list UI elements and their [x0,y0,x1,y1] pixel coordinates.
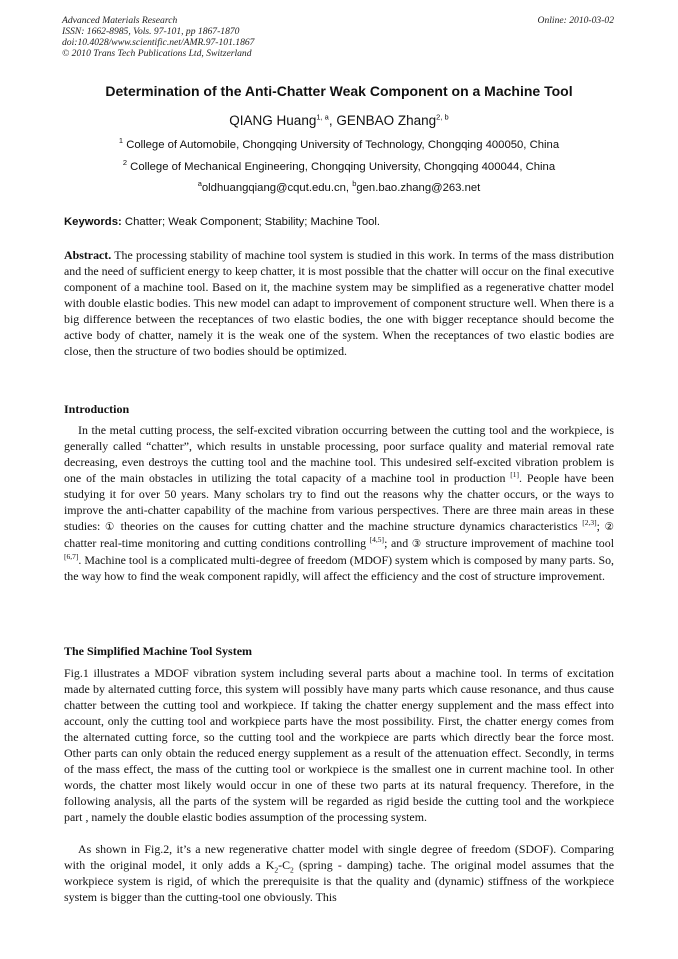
email-a[interactable]: oldhuangqiang@cqut.edu.cn, [201,182,353,194]
journal-copyright: © 2010 Trans Tech Publications Ltd, Switzerland [62,48,252,59]
citation-3: [4,5] [369,534,385,544]
section2-text-2c: (spring - damping) tache. The original model assumes that the workpiece system is rigid, of which the prerequisite is that the quality and (dynamic) stiffness of the workpiece system is bigger than the cutting-tool one obviously. This [64,857,614,904]
affiliation-1-mark: 1 [118,136,124,146]
paper-title: Determination of the Anti-Chatter Weak Component on a Machine Tool [105,83,573,99]
affiliation-2-text: College of Mechanical Engineering, Chongqing University, Chongqing 400044, China [130,161,556,173]
journal-name: Advanced Materials Research [62,15,178,26]
intro-text-7: structure improvement of machine tool [421,535,614,550]
section-heading-simplified-system: The Simplified Machine Tool System [64,644,253,658]
intro-paragraph [64,423,614,585]
citation-4: [6,7] [64,551,79,561]
email-a-mark: a [197,179,202,189]
keywords-label: Keywords: [64,216,122,228]
intro-text-2: . People have been studying it for over 50 years. Many scholars try to find out the reasons why the chatter occurs, or the ways to improve the anti-chatter capability of the machine from various perspectives. There are three main areas in these studies: [64,470,614,533]
intro-text-5: chatter real-time monitoring and cutting conditions controlling [64,535,370,550]
section2-text-2b: -C [278,857,290,872]
intro-text-4: ; [596,518,605,533]
keywords-text: Chatter; Weak Component; Stability; Machine Tool. [121,216,381,228]
author-1: QIANG Huang [229,113,317,128]
citation-1: [1] [510,469,520,479]
author-2: GENBAO Zhang [336,113,437,128]
author-line [40,113,638,128]
affiliation-1 [40,136,638,151]
affiliation-1-text: College of Automobile, Chongqing University of Technology, Chongqing 400050, China [126,139,560,151]
author-emails [40,179,638,194]
intro-text-8: . Machine tool is a complicated multi-degree of freedom (MDOF) system which is composed by many parts. So, the way how to find the weak component rapidly, will affect the efficiency and the cost of structure improvement. [64,552,614,583]
section2-text-1: Fig.1 illustrates a MDOF vibration system including several parts about a machine tool. In terms of excitation made by alternated cutting force, this system will possibly have many parts which cause resonance, and thus cause chatter between the cutting tool and workpiece. If taking the chatter energy supplement and the mass effect into account, only the cutting tool and workpiece parts have the most possibility. First, the chatter energy comes from the alternated cutting force, so the cutting tool and the workpiece are parts which directly bear the force most. Other parts can only obtain the reduced energy supplement as a result of the attenuation effect. Secondly, in terms of the mass effect, the mass of the cutting tool or workpiece is the smallest one in current machine tool. In other words, the chatter most likely would occur in one of these two parts at its natural frequency. Therefore, in the following analysis, all the parts of the system will be regarded as rigid beside the cutting tool and the workpiece part , namely the double elastic bodies assumption of the processing system. [64,666,614,824]
subscript-2b: 2 [290,865,294,875]
author-separator: , [328,113,337,128]
author-1-affil-mark: 1, a [316,112,329,122]
abstract [64,248,614,360]
section2-paragraph-1 [64,666,614,826]
section2-text-2a: As shown in Fig.2, it’s a new regenerative chatter model with single degree of freedom (SDOF). Comparing with the original model, it only adds a K [64,842,614,872]
intro-heading: Introduction [64,402,130,416]
keywords [64,216,614,228]
affiliation-2 [40,158,638,173]
subscript-2a: 2 [274,865,279,875]
abstract-text: The processing stability of machine tool system is studied in this work. In terms of the mass distribution and the need of sufficient energy to keep chatter, it is most possible that the chatter will occur on the final executive component of a machine tool. Based on it, the machine system may be simplified as a regenerative chatter model with double elastic bodies. This new model can adapt to improvement of component structure well. When there is a big difference between the receptances of two elastic bodies, the one with bigger receptance should become the active body of chatter, namely it is the weak one of the system. When the receptances of two elastic bodies are close, then the structure of two bodies should be optimized. [64,248,614,358]
circled-two: ② [604,520,615,533]
section2-paragraph-2 [64,842,614,906]
abstract-label: Abstract. [64,248,112,262]
intro-text-6: ; and [384,535,412,550]
email-b[interactable]: gen.bao.zhang@263.net [356,182,481,194]
intro-text-1: In the metal cutting process, the self-excited vibration occurring between the cutting tool and the workpiece, is generally called “chatter”, which results in unstable processing, poor surface quality and material removal rate decreasing, even destroys the cutting tool and the machine tool. This undesired self-excited vibration problem is one of the main obstacles in utilizing the total capacity of a machine tool in production [64,423,614,485]
journal-header [62,15,254,59]
email-b-mark: b [352,179,357,189]
circled-three: ③ [411,537,422,550]
author-2-affil-mark: 2, b [436,112,449,122]
citation-2: [2,3] [582,517,597,527]
circled-one: ① [104,520,117,533]
online-date: Online: 2010-03-02 [537,15,614,26]
intro-text-3: theories on the causes for cutting chatter and the machine structure dynamics characteristics [116,518,583,533]
affiliation-2-mark: 2 [122,158,128,168]
journal-doi[interactable]: doi:10.4028/www.scientific.net/AMR.97-101.1867 [62,37,255,48]
journal-issn: ISSN: 1662-8985, Vols. 97-101, pp 1867-1870 [62,26,240,37]
